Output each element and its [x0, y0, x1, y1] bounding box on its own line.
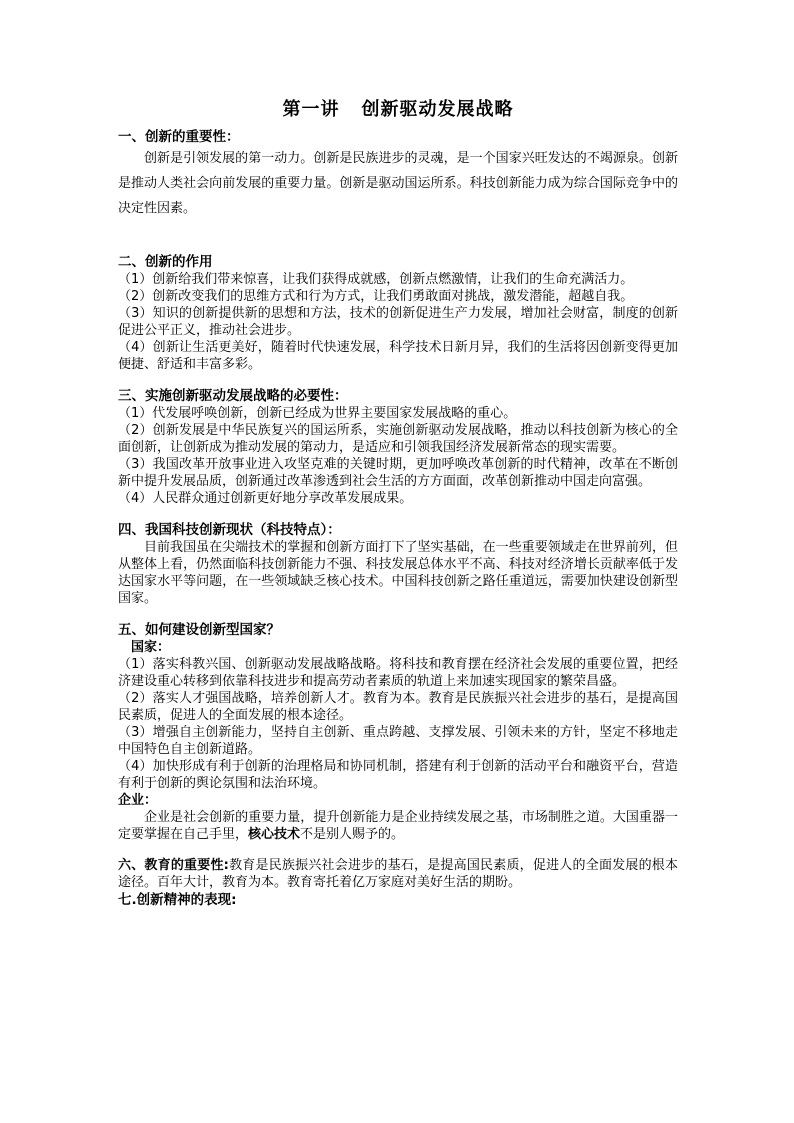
section-3-heading: 三、实施创新驱动发展战略的必要性： — [118, 388, 348, 404]
section-1-heading: 一、创新的重要性： — [118, 129, 240, 145]
section-3-item-4: （4）人民群众通过创新更好地分享改革发展成果。 — [118, 491, 413, 506]
section-2-item-4: （4）创新让生活更美好，随着时代快速发展，科学技术日新月异，我们的生活将因创新变得更加便捷、舒适和丰富多彩。 — [118, 340, 678, 372]
enterprise-text-b: 不是别人赐予的。 — [300, 827, 405, 842]
section-3-item-1: （1）代发展呼唤创新，创新已经成为世界主要国家发展战略的重心。 — [118, 406, 517, 421]
section-7-heading: 七.创新精神的表现: — [118, 892, 237, 908]
section-5-heading: 五、如何建设创新型国家？ — [118, 622, 280, 638]
section-5-item-4: （4）加快形成有利于创新的治理格局和协同机制，搭建有利于创新的活动平台和融资平台，营造有利于创新的舆论氛围和法治环境。 — [118, 759, 678, 791]
lecture-title: 创新驱动发展战略 — [361, 99, 514, 120]
section-4-paragraph: 目前我国虽在尖端技术的掌握和创新方面打下了坚实基础，在一些重要领域走在世界前列，但从整体上看，仍然面临科技创新能力不强、科技发展总体水平不高、科技对经济增长贡献率低于发达国家水平等问题，在一些领域缺乏核心技术。中国科技创新之路任重道远，需要加快建设创新型国家。 — [118, 540, 678, 606]
section-3-item-2: （2）创新发展是中华民族复兴的国运所系，实施创新驱动发展战略，推动以科技创新为核心的全面创新，让创新成为推动发展的第动力，是适应和引领我国经济发展新常态的现实需要。 — [118, 423, 678, 455]
section-5-item-1: （1）落实科教兴国、创新驱动发展战略战略。将科技和教育摆在经济社会发展的重要位置，把经济建设重心转移到依靠科技进步和提高劳动者素质的轨道上来加速实现国家的繁荣昌盛。 — [118, 657, 678, 689]
section-5-enterprise-paragraph — [118, 809, 678, 843]
section-4-heading: 四、我国科技创新现状（科技特点）： — [118, 522, 341, 538]
section-5-enterprise-label: 企业： — [118, 793, 158, 808]
enterprise-text-a: 企业是社会创新的重要力量，提升创新能力是企业持续发展之基，市场制胜之道。大国重器一定要掌握在自己手里， — [118, 810, 678, 842]
section-1-paragraph: 创新是引领发展的第一动力。创新是民族进步的灵魂，是一个国家兴旺发达的不竭源泉。创新是推动人类社会向前发展的重要力量。创新是驱动国运所系。科技创新能力成为综合国际竞争中的决定性因素。 — [118, 151, 678, 216]
section-6-text: 教育是民族振兴社会进步的基石，是提高国民素质，促进人的全面发展的根本途径。百年大计，教育为本。教育寄托着亿万家庭对美好生活的期盼。 — [118, 858, 678, 890]
section-5-item-3: （3）增强自主创新能力，坚持自主创新、重点跨越、支撑发展、引领未来的方针，坚定不移地走中国特色自主创新道路。 — [118, 725, 678, 757]
document-page — [118, 96, 678, 909]
section-2-heading: 二、创新的作用 — [118, 254, 213, 270]
section-6-paragraph — [118, 857, 678, 891]
document-title — [118, 96, 678, 124]
section-2-item-2: （2）创新改变我们的思维方式和行为方式，让我们勇敢面对挑战，激发潜能，超越自我。 — [118, 289, 634, 304]
section-2-item-3: （3）知识的创新提供新的思想和方法，技术的创新促进生产力发展，增加社会财富，制度的创新促进公平正义，推动社会进步。 — [118, 306, 678, 338]
section-5-item-2: （2）落实人才强国战略，培养创新人才。教育为本。教育是民族振兴社会进步的基石，是提高国民素质，促进人的全面发展的根本途径。 — [118, 691, 678, 723]
section-2-item-1: （1）创新给我们带来惊喜，让我们获得成就感，创新点燃激情，让我们的生命充满活力。 — [118, 272, 634, 287]
enterprise-text-bold: 核心技术 — [248, 827, 301, 842]
section-5-country-label: 国家： — [131, 640, 171, 655]
section-6-heading: 六、教育的重要性: — [118, 858, 229, 873]
section-3-item-3: （3）我国改革开放事业进入攻坚克难的关键时期，更加呼唤改革创新的时代精神，改革在不断创新中提升发展品质，创新通过改革渗透到社会生活的方方面面，改革创新推动中国走向富强。 — [118, 457, 678, 489]
lecture-number: 第一讲 — [282, 99, 340, 120]
